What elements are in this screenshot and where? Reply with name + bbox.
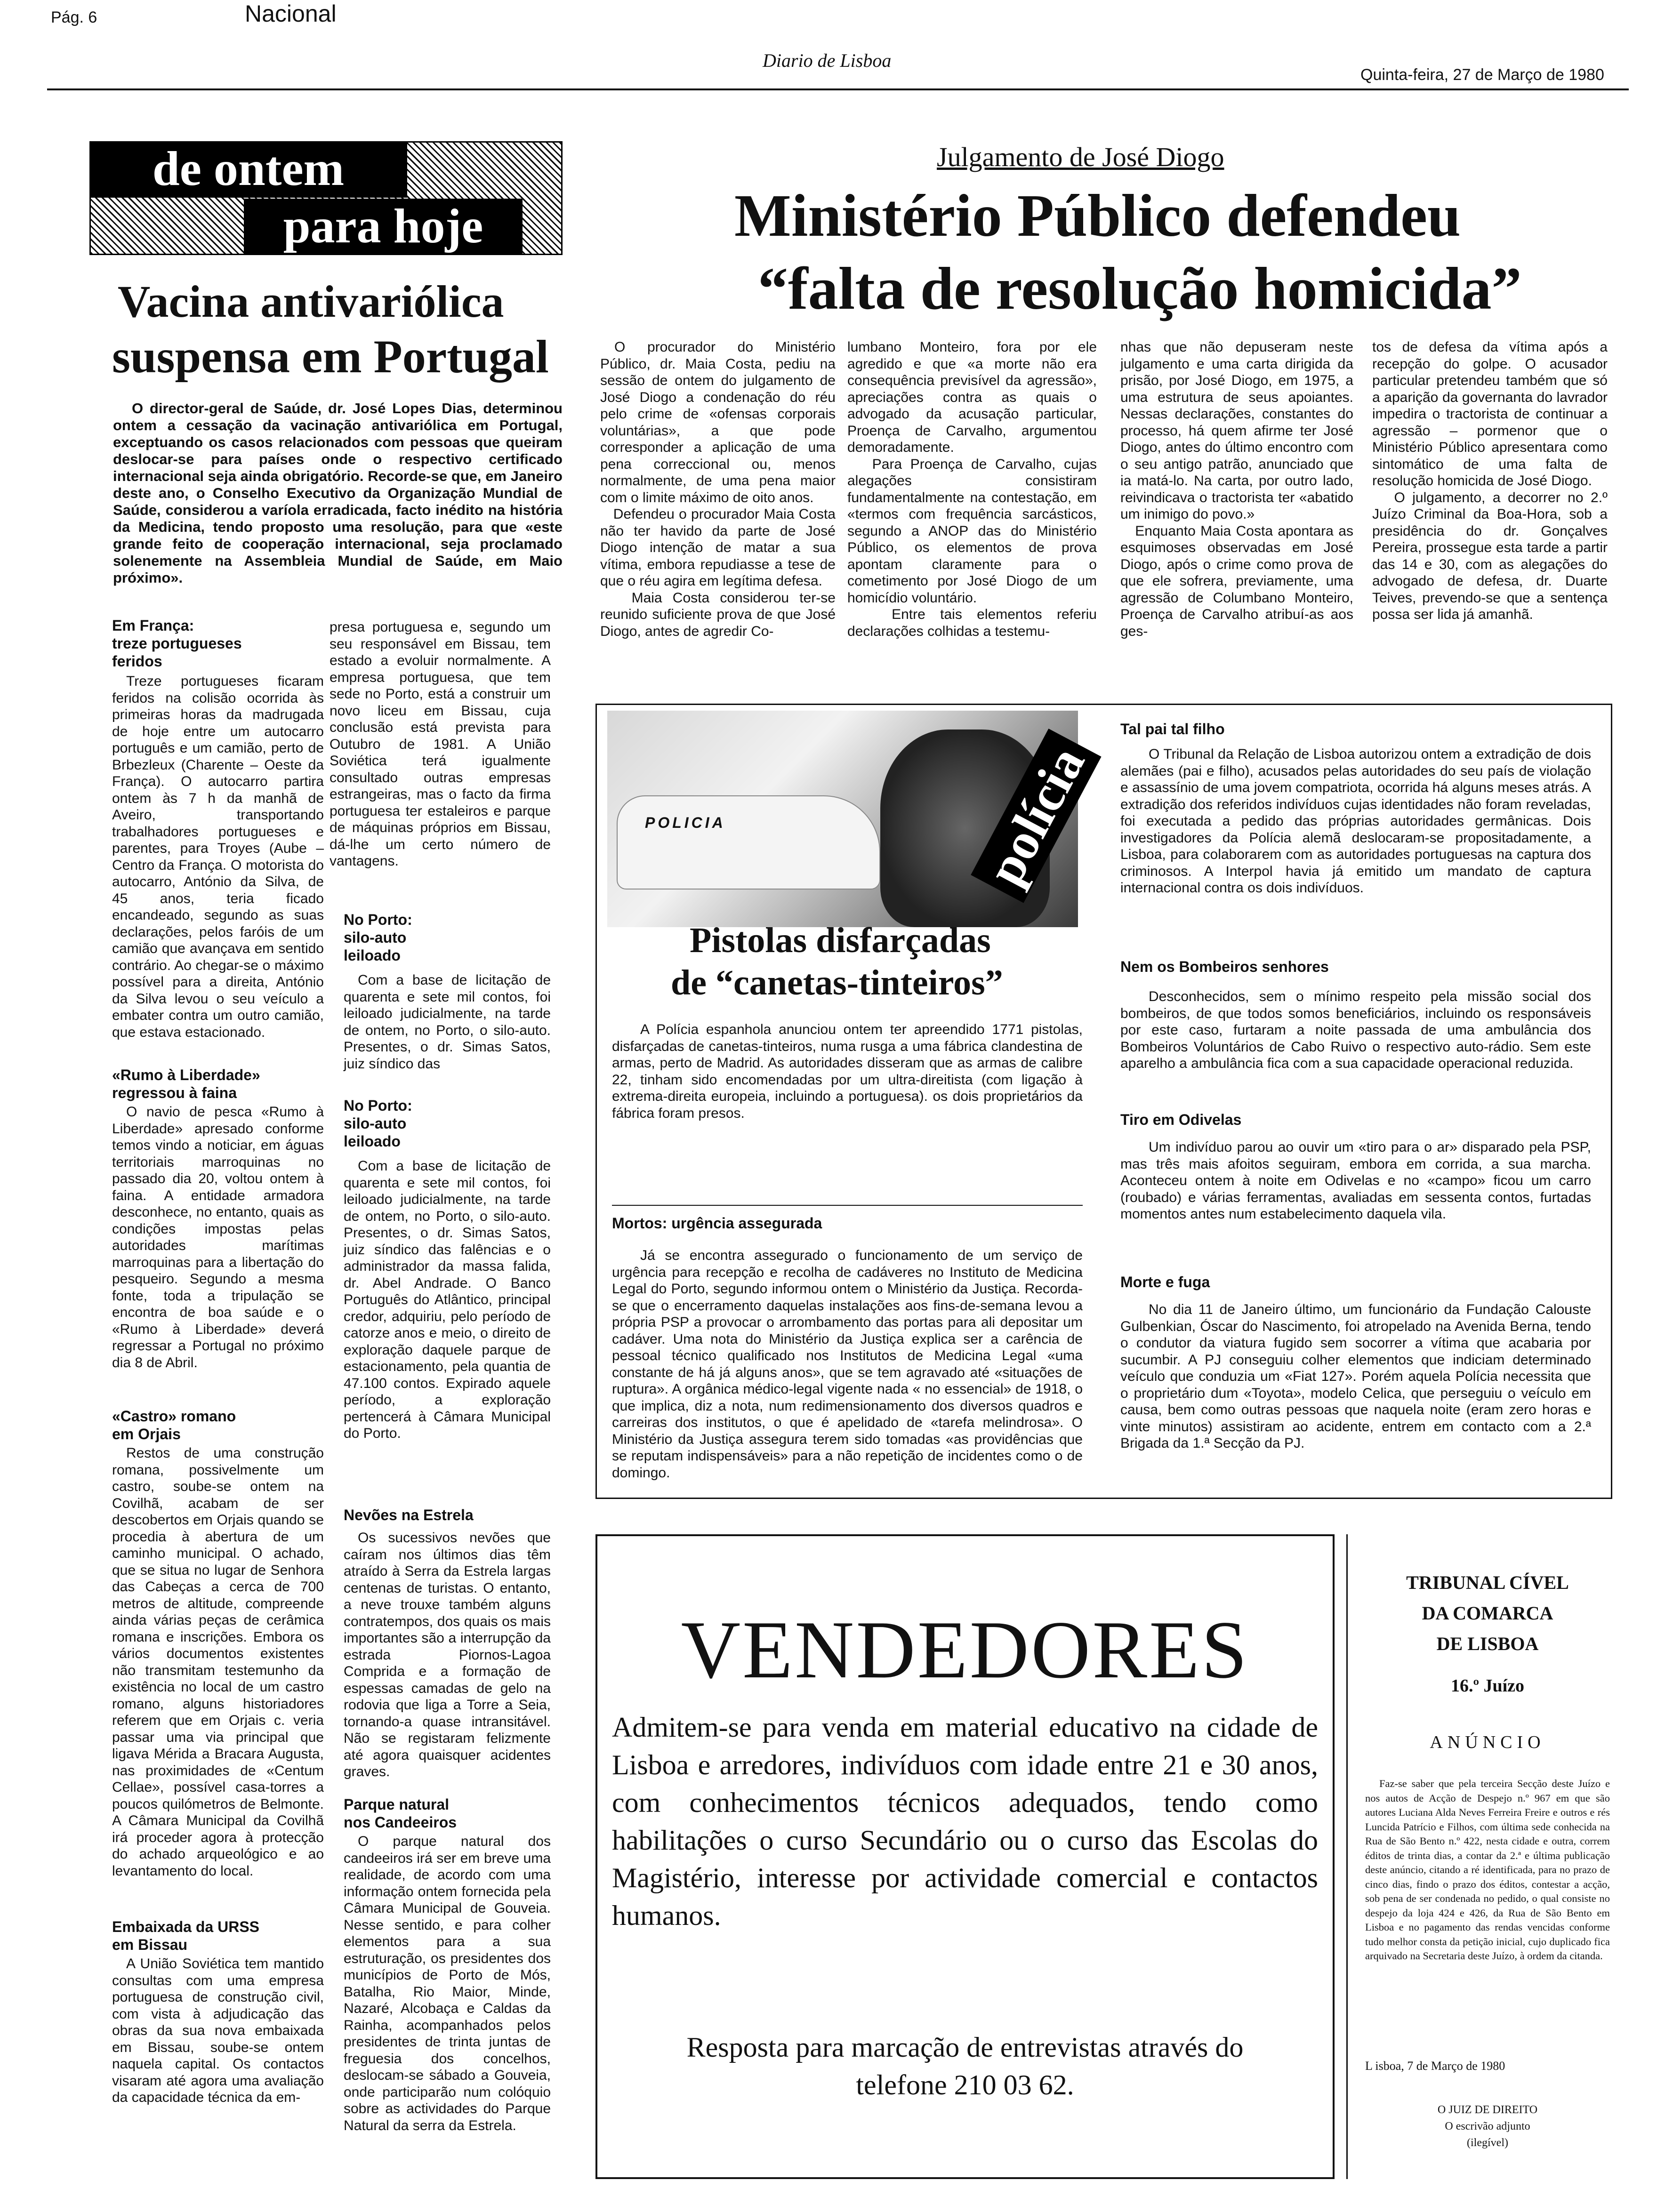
masthead: Diario de Lisboa (763, 50, 892, 71)
col2-heading-nevoes: Nevões na Estrela (344, 1507, 474, 1523)
odivelas-heading: Tiro em Odivelas (1120, 1111, 1242, 1128)
tribunal-anuncio: ANÚNCIO (1430, 1732, 1545, 1752)
bombeiros-text: Desconhecidos, sem o mínimo respeito pela missão social dos bombeiros, de que todos somos beneficiários, incluindo os responsáveis por este caso, furtaram a noite passada de uma ambulância dos Bombeiros Voluntários de Cabo Ruivo o respectivo auto-rádio. Sem este aparelho a ambulância fica com a sua capacidade operacional reduzida. (1120, 989, 1595, 1071)
morte-fuga-text: No dia 11 de Janeiro último, um funcionário da Fundação Calouste Gulbenkian, Óscar do Nascimento, foi atropelado na Avenida Berna, tendo o condutor da viatura fugido sem socorrer a vítima que acabaria por sucumbir. A PJ conseguiu colher elementos que indiciam determinado veículo que conduzia um «Fiat 127». Porém aquela Polícia necessita que o proprietário dum «Toyota», modelo Celica, que perseguiu o veículo em causa, bem como outras pessoas que naquela noite (eram zero horas e vinte minutos) assistiram ao acidente, entrem em contacto com a 2.ª Brigada da 1.ª Secção da PJ. (1120, 1302, 1595, 1451)
diogo-title-2: “falta de resolução homicida” (758, 255, 1522, 322)
mortos-text: Já se encontra assegurado o funcionamento de um serviço de urgência para recepção e recolha de cadáveres no Instituto de Medicina Legal do Porto, segundo informou ontem o Ministério da Justiça. Recorda-se que o encerramento daquelas instalações aos fins-de-semana levou a própria PSP a provocar o arrombamento das portas para ali depositar um cadáver. Uma nota do Ministério da Justiça explica ser a carência de pessoal técnico qualificado nos Institutos de Medicina Legal «uma constante de há já alguns anos», que se tem agravado até «situações de ruptura». A orgânica médico-legal vigente nada « no essencial» de 1918, o que implica, diz a nota, num redimensionamento dos diversos quadros e carreiras dos institutos, o que é apelidado de «tarefa melindrosa». O Ministério da Justiça assegura terem sido tomadas «as providências que se reputam indispensáveis» para a não repetição de incidentes como o de domingo. (612, 1248, 1087, 1481)
photo-label: polícia (971, 729, 1101, 903)
date: Quinta-feira, 27 de Março de 1980 (1360, 66, 1604, 84)
morte-fuga-heading: Morte e fuga (1120, 1274, 1210, 1290)
col2-text-porto-a: Com a base de licitação de quarenta e sete mil contos, foi leiloado judicialmente, na tarde de ontem, no Porto, o silo-auto. Presentes, o dr. Simas Satos, juiz síndico das (344, 972, 555, 1072)
diogo-col-1: O procurador do Ministério Público, dr. Maia Costa, pediu na sessão de ontem do julgamento de José Diogo a condenação do réu pelo crime de «ofensas corporais voluntárias», a que pode corresponder a aplicação de uma pena correccional ou, menos normalmente, de uma pena maior com o limite máximo de oito anos. Defendeu o procurador Maia Costa não ter havido da parte de José Diogo intenção de matar a sua vítima, embora repudiasse a tese de que o réu agira em legítima defesa. Maia Costa considerou ter-se reunido suficiente prova de que José Diogo, antes de agredir Co- (600, 339, 836, 639)
col2-heading-candeeiros: Parque natural nos Candeeiros (344, 1796, 457, 1831)
pistolas-title-1: Pistolas disfarçadas (690, 921, 991, 960)
col1-heading-castro: «Castro» romano em Orjais (112, 1408, 236, 1443)
vacina-title-2: suspensa em Portugal (112, 330, 549, 383)
diogo-title-1: Ministério Público defendeu (734, 182, 1461, 249)
mortos-heading: Mortos: urgência assegurada (612, 1215, 822, 1232)
vacina-lead: O director-geral de Saúde, dr. José Lopes Dias, determinou ontem a cessação da vacinação antivariólica em Portugal, exceptuando os casos relacionados com pessoas que queiram deslocar-se para países onde o respectivo certificado internacional seja ainda obrigatório. Recorde-se que, em Janeiro deste ano, o Conselho Executivo da Organização Mundial de Saúde, considerou a varíola erradicada, facto inédito na história da Medicina, tendo proposto uma resolução, para que «este grande feito de cooperação internacional, seja proclamado solenemente na Assembleia Mundial de Saúde, em Maio próximo». (113, 400, 567, 586)
page-number: Pág. 6 (51, 8, 97, 26)
tribunal-sig-3: (ilegível) (1467, 2137, 1508, 2149)
pistolas-divider (612, 1205, 1083, 1206)
tal-pai-text: O Tribunal da Relação de Lisboa autorizou ontem a extradição de dois alemães (pai e filho), acusados pelas autoridades do seu país de violação e assassínio de uma jovem compatriota, ocorrida há alguns meses atrás. A extradição dos referidos indivíduos cujas identidades não foram reveladas, foi executada a pedido das próprias autoridades germânicas. Dois investigadores da Polícia alemã deslocaram-se propositadamente, a Lisboa, para colaborarem com as autoridades portuguesas na captura dos criminosos. A Interpol havia já emitido um mandato de captura internacional contra os dois indivíduos. (1120, 746, 1595, 896)
col1-text-franca: Treze portugueses ficaram feridos na colisão ocorrida às primeiras horas da madrugada de hoje entre um autocarro português e um camião, perto de Brbezleux (Charente – Oeste da França). O autocarro partira ontem às 7 h da manhã de Aveiro, transportando trabalhadores portugueses e parentes, para Troyes (Aube – Centro da França. O motorista do autocarro, António da Silva, de 45 anos, teria ficado encandeado, segundo as suas declarações, pelos faróis de um camião que avançava em sentido contrário. Ao chegar-se o máximo possível para a direita, António da Silva levou o seu veículo a embater contra um outro camião, que estava estacionado. (112, 673, 328, 1040)
col2-text-candeeiros: O parque natural dos candeeiros irá ser em breve uma realidade, de acordo com uma informação ontem fornecida pela Câmara Municipal de Gouveia. Nesse sentido, e para colher elementos para a sua estruturação, os presidentes dos municípios de Porto de Mós, Batalha, Rio Maior, Minde, Nazaré, Alcobaça e Caldas da Rainha, acompanhados pelos presidentes de trinta juntas de freguesia dos concelhos, deslocam-se sábado a Gouveia, onde participarão num colóquio sobre as actividades do Parque Natural da serra da Estrela. (344, 1834, 555, 2133)
pistolas-text: A Polícia espanhola anunciou ontem ter apreendido 1771 pistolas, disfarçadas de canetas-tinteiros, numa rusga a uma fábrica clandestina de armas, perto de Madrid. As autoridades disseram que as armas de calibre 22, tinham sido encomendadas por um ultra-direitista (com ligação à extrema-direita europeia, incluindo a portuguesa). os dois proprietários da fábrica foram presos. (612, 1022, 1087, 1121)
diogo-kicker: Julgamento de José Diogo (937, 142, 1224, 172)
col1-heading-urss: Embaixada da URSS em Bissau (112, 1918, 259, 1953)
col1-text-castro: Restos de uma construção romana, possivelmente um castro, soube-se ontem na Covilhã, acabam de ser descobertos em Orjais quando se procedia à abertura de um caminho municipal. O achado, que se situa no lugar de Senhora das Cabeças a cerca de 700 metros de altitude, compreende ainda várias peças de cerâmica romana e inscrições. Embora os vários documentos existentes não transmitam testemunho da existência no local de um castro romano, alguns historiadores referem que em Orjais c. veria passar uma via principal que ligava Mérida a Bracara Augusta, nas proximidades de «Centum Cellae», possível casa-torres a poucos quilómetros de Belmonte. A Câmara Municipal da Covilhã irá proceder agora à protecção do achado arqueológico e ao levantamento do local. (112, 1445, 328, 1879)
para-hoje-label: para hoje (244, 199, 523, 255)
col1-heading-rumo: «Rumo à Liberdade» regressou à faina (112, 1066, 260, 1101)
vendedores-contact: Resposta para marcação de entrevistas através do telefone 210 03 62. (686, 2032, 1244, 2100)
col1-heading-franca: Em França: treze portugueses feridos (112, 617, 242, 670)
diogo-col-4: tos de defesa da vítima após a recepção do golpe. O acusador particular pretendeu também que só a aparição da governanta do lavrador impedira o tractorista de continuar a agressão – pormenor que o Ministério Público apresentara como sintomático de uma falta de resolução homicida de José Diogo. O julgamento, a decorrer no 2.º Juízo Criminal da Boa-Hora, sob a presidência do dr. Gonçalves Pereira, prossegue esta tarde a partir das 14 e 30, com as alegações do advogado de defesa, dr. Duarte Teives, prevendo-se que a sentença possa ser lida já amanhã. (1372, 339, 1608, 622)
bombeiros-heading: Nem os Bombeiros senhores (1120, 958, 1329, 975)
tribunal-date: L isboa, 7 de Março de 1980 (1365, 2059, 1505, 2073)
odivelas-text: Um indivíduo parou ao ouvir um «tiro para o ar» disparado pela PSP, mas três mais afoitos seguiram, embora em corrida, a sua marcha. Aconteceu ontem à noite em Odivelas e no «campo» ficou um carro (roubado) e várias ferramentas, avaliadas em sessenta contos, furtadas momentos antes num estabelecimento daquela vila. (1120, 1139, 1595, 1222)
tribunal-title: TRIBUNAL CÍVEL DA COMARCA DE LISBOA (1406, 1572, 1569, 1654)
tribunal-sig-2: O escrivão adjunto (1445, 2120, 1530, 2132)
col1-text-urss: A União Soviética tem mantido consultas com uma empresa portuguesa de construção civil, com vista à adjudicação das obras da sua nova embaixada em Bissau, soube-se ontem naquela capital. Os contactos visaram até agora uma avaliação da capacidade técnica da em- (112, 1956, 328, 2105)
vendedores-body: Admitem-se para venda em material educativo na cidade de Lisboa e arredores, indivíduos com idade entre 21 e 30 anos, com conhecimentos técnicos adequados, tendo como habilitações o curso Secundário ou o curso das Escolas do Magistério, interesse por actividade comercial e contactos humanos. (612, 1712, 1318, 1931)
section-name: Nacional (245, 0, 337, 27)
col2-text-nevoes: Os sucessivos nevões que caíram nos últimos dias têm atraído à Serra da Estrela largas centenas de turistas. O entanto, a neve trouxe também alguns contratempos, dos quais os mais importantes são a interrupção da estrada Piornos-Lagoa Comprida e a formação de espessas camadas de gelo na rodovia que liga a Torre a Seia, tornando-a quase intransitável. Não se registaram felizmente até agora quaisquer acidentes graves. (344, 1530, 555, 1779)
pistolas-title-2: de “canetas-tinteiros” (671, 963, 1003, 1002)
diogo-col-2: lumbano Monteiro, fora por ele agredido e que «a morte não era consequência previsível da agressão», apreciações contra as quais o advogado da acusação particular, Proença de Carvalho, argumentou demoradamente. Para Proença de Carvalho, cujas alegações consistiram fundamentalmente na contestação, em «termos com frequência sarcásticos, segundo a ANOP das do Ministério Público, os elementos de prova apontam claramente para o cometimento por José Diogo de um homicídio voluntário. Entre tais elementos referiu declarações colhidas a testemu- (847, 339, 1097, 639)
vacina-title-1: Vacina antivariólica (118, 276, 504, 327)
col2-heading-porto-a: No Porto: silo-auto leiloado (344, 911, 412, 964)
de-ontem-label: de ontem (89, 141, 407, 198)
col2-heading-porto-b: No Porto: silo-auto leiloado (344, 1097, 412, 1150)
header-rule (47, 88, 1629, 90)
photo-car-shape (617, 795, 880, 890)
tribunal-juizo: 16.º Juízo (1450, 1676, 1525, 1696)
col2-text-urss-cont: presa portuguesa e, segundo um seu responsável em Bissau, tem estado a evoluir normalmente. A empresa portuguesa, que tem sede no Porto, está a construir um novo liceu em Bissau, cuja conclusão está prevista para Outubro de 1981. A União Soviética terá igualmente consultado outras empresas estrangeiras, mas o facto da firma portuguesa ter estaleiros e parque de máquinas próprios em Bissau, dá-lhe um certo número de vantagens. (330, 619, 555, 869)
diogo-col-3: nhas que não depuseram neste julgamento e uma carta dirigida da prisão, por José Diogo, em 1975, a uma estrutura de seus apoiantes. Nessas declarações, constantes do processo, há quem afirme ter José Diogo, antes do último encontro com o seu antigo patrão, anunciado que ia matá-lo. Na carta, por outro lado, reivindicava o tractorista ter «abatido um inimigo do povo.» Enquanto Maia Costa apontara as esquimoses observadas em José Diogo, após o crime como prova de que ele sofrera, previamente, uma agressão de Columbano Monteiro, Proença de Carvalho atribuí-as aos ges- (1120, 339, 1353, 639)
tribunal-divider (1346, 1534, 1348, 2179)
tal-pai-heading: Tal pai tal filho (1120, 721, 1225, 737)
policia-photo (607, 711, 1096, 927)
col2-text-porto-b: Com a base de licitação de quarenta e sete mil contos, foi leiloado judicialmente, na tarde de ontem, no Porto, o silo-auto. Presentes, o dr. Simas Satos, juiz síndico das falências e o administrador da massa falida, dr. Abel Andrade. O Banco Português do Atlântico, principal credor, adquiriu, pelo período de catorze anos e meio, o direito de exploração daquele parque de estacionamento, pela quantia de 47.100 contos. Expirado aquele período, a exploração pertencerá à Câmara Municipal do Porto. (344, 1158, 555, 1441)
col1-text-rumo: O navio de pesca «Rumo à Liberdade» apresado conforme temos vindo a noticiar, em águas territoriais marroquinas no passado dia 20, voltou ontem à faina. A entidade armadora desconhece, no entanto, quais as condições impostas pelas autoridades marítimas marroquinas para a libertação do pesqueiro. Segundo a mesma fonte, toda a tripulação se encontra de boa saúde e o «Rumo à Liberdade» deverá regressar a Portugal no próximo dia 8 de Abril. (112, 1104, 328, 1370)
vendedores-title: VENDEDORES (681, 1604, 1249, 1695)
tribunal-sig-1: O JUIZ DE DIREITO (1437, 2104, 1538, 2116)
photo-car-text: POLICIA (645, 814, 726, 831)
tribunal-body: Faz-se saber que pela terceira Secção deste Juízo e nos autos de Acção de Despejo n.º 967 em que são autores Luciana Alda Neves Ferreira Freire e outros e rés Luncida Patrício e Filhos, com última sede conhecida na Rua de São Bento n.º 422, nesta cidade e outra, correm éditos de trinta dias, a contar da 2.ª e última publicação deste anúncio, citando a ré identificada, para no prazo de cinco dias, findo o prazo dos éditos, contestar a acção, sob pena de ser condenada no pedido, o qual consiste no despejo da loja 424 e 426, da Rua de São Bento em Lisboa e no pagamento das rendas vencidas conforme tudo melhor consta da petição inicial, cujo duplicado fica arquivado na Secretaria deste Juízo, à ordem da citanda. (1365, 1778, 1610, 1962)
